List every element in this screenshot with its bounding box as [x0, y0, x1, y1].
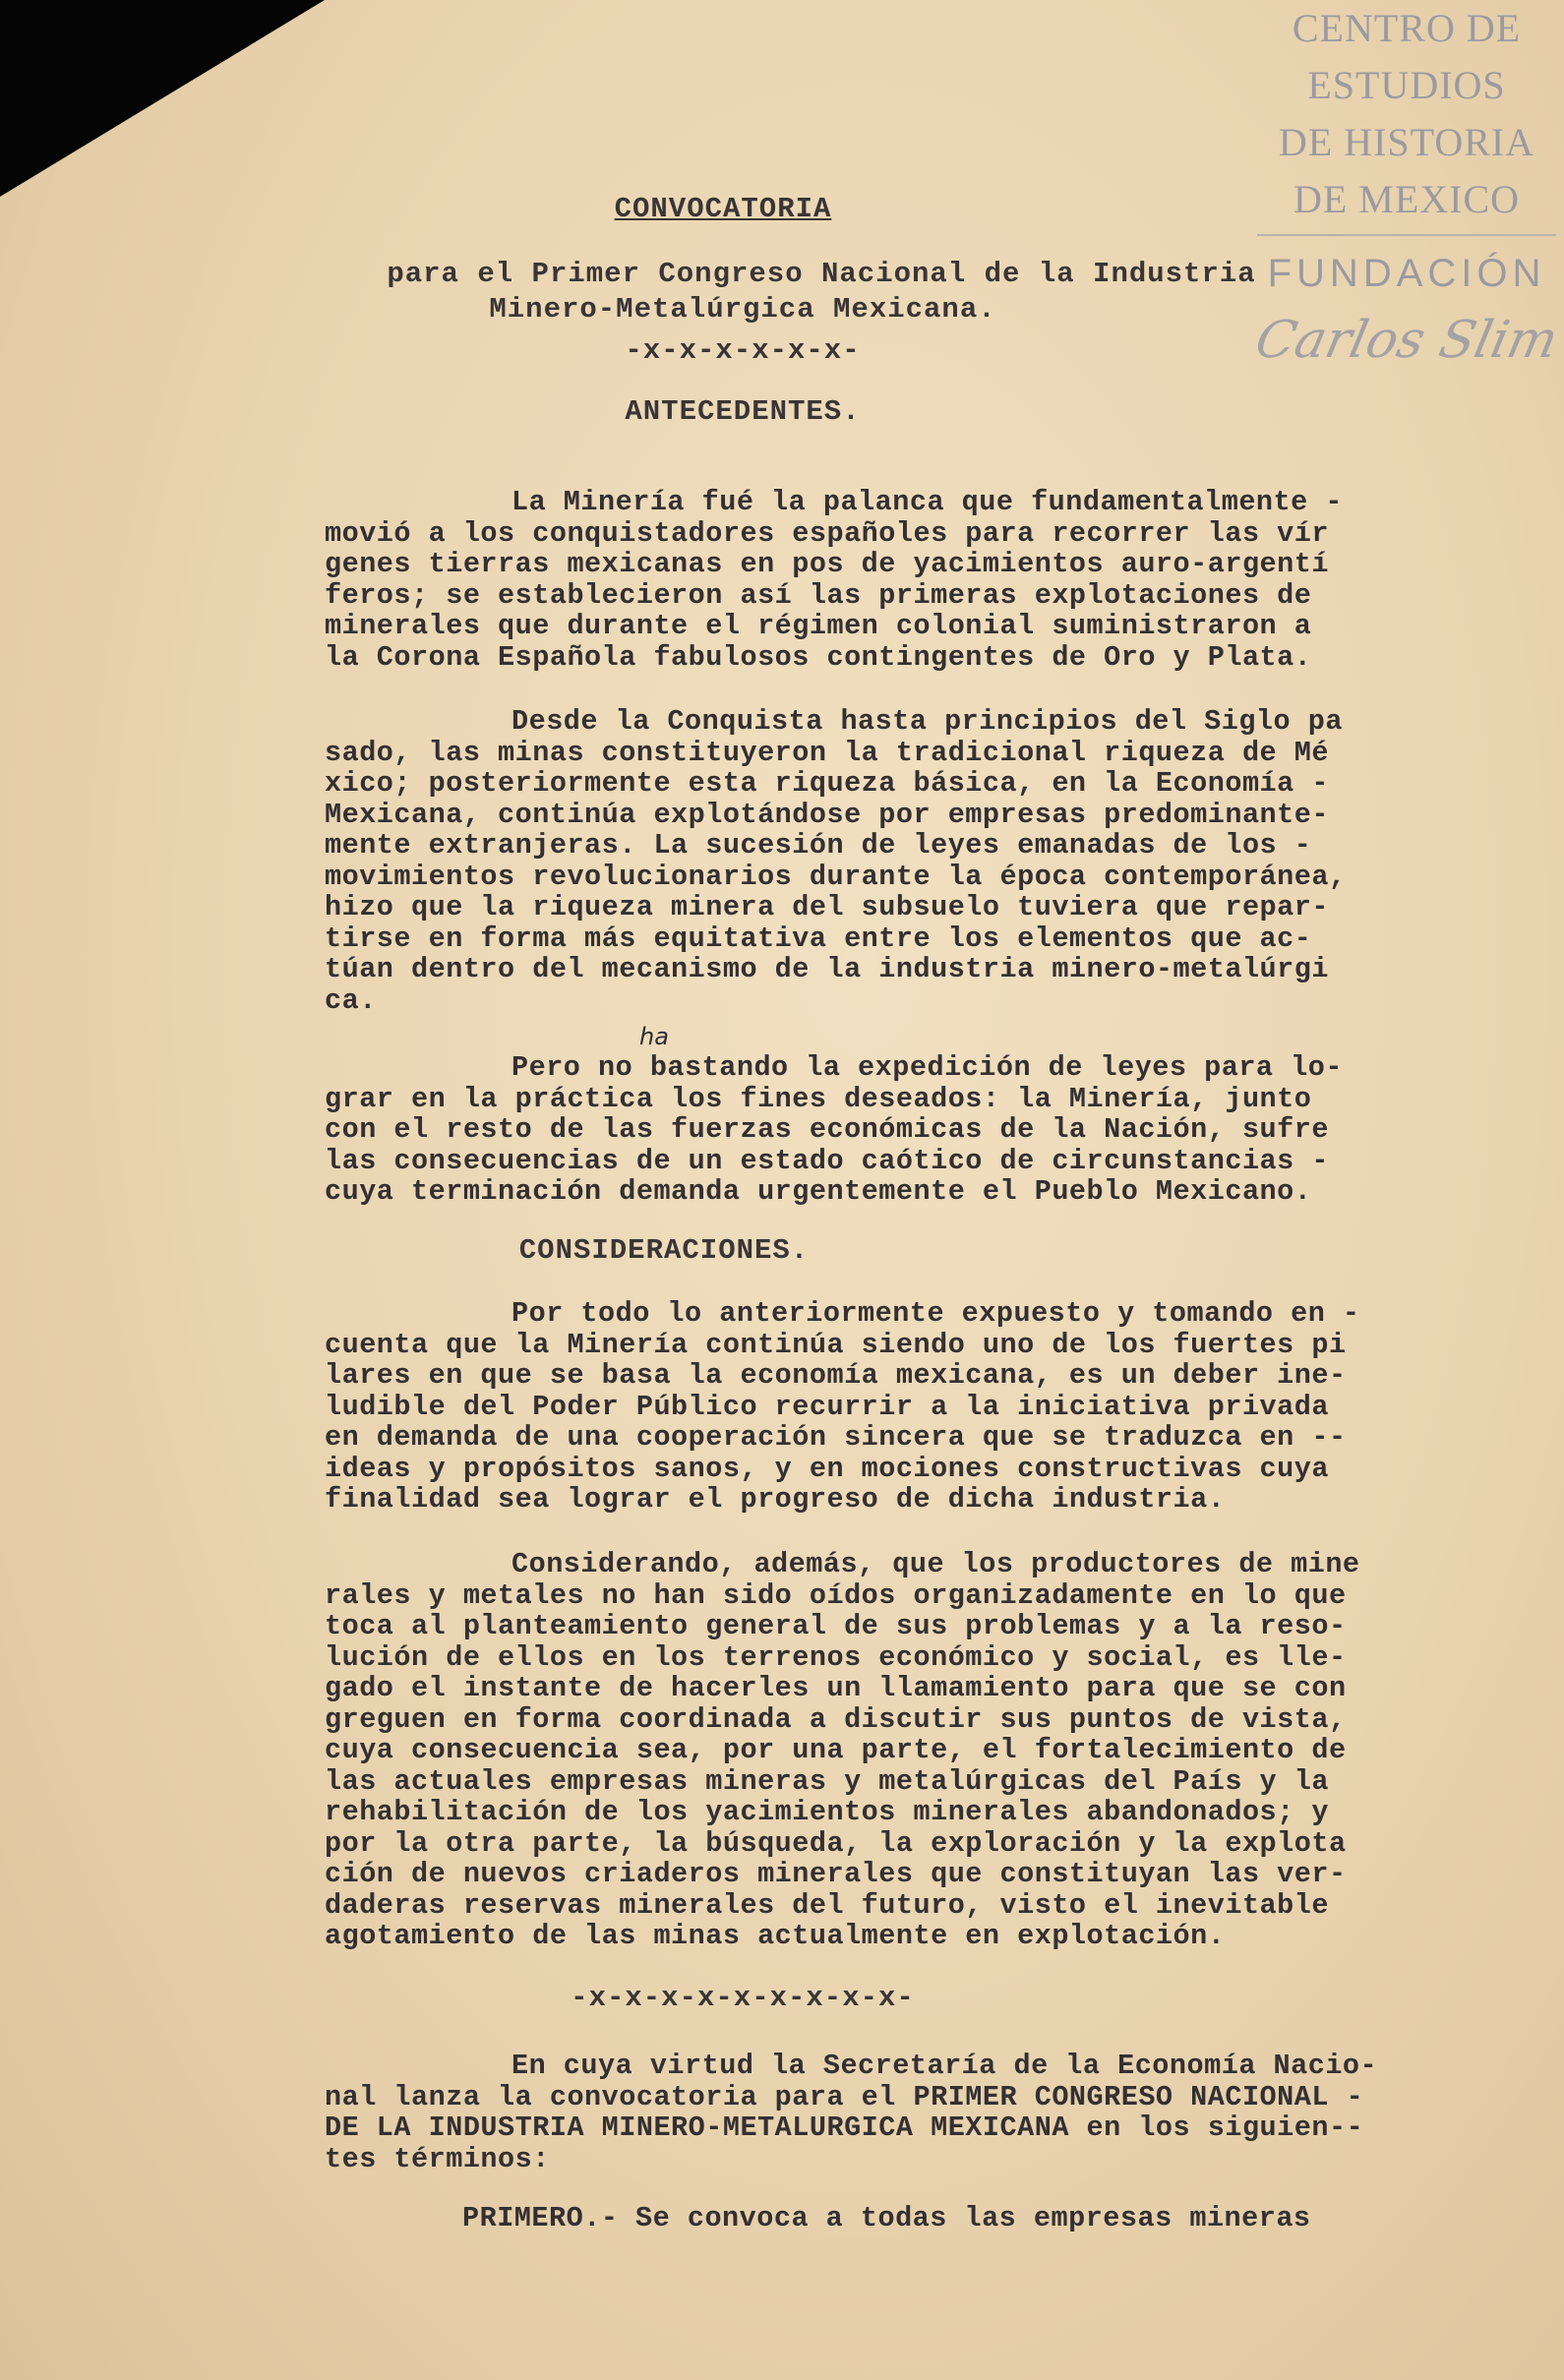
separator-1: -x-x-x-x-x-x-: [625, 334, 861, 367]
text-line: mente extranjeras. La sucesión de leyes emanadas de los -: [325, 829, 1312, 862]
subtitle-line-1: para el Primer Congreso Nacional de la Industria: [387, 258, 1256, 290]
text-line: genes tierras mexicanas en pos de yacimientos auro-argentí: [325, 548, 1329, 580]
text-line: ludible del Poder Público recurrir a la iniciativa privada: [325, 1390, 1329, 1423]
watermark-divider: [1257, 234, 1556, 236]
watermark-line-3: DE HISTORIA: [1278, 120, 1535, 164]
text-line: agotamiento de las minas actualmente en explotación.: [325, 1920, 1226, 1952]
text-line: las actuales empresas mineras y metalúrgicas del País y la: [325, 1764, 1329, 1798]
paragraph-1: [325, 487, 1407, 673]
separator-2: -x-x-x-x-x-x-x-x-x-: [571, 1982, 915, 2014]
text-line: ideas y propósitos sanos, y en mociones constructivas cuya: [325, 1452, 1329, 1485]
text-line: minerales que durante el régimen colonial suministraron a: [325, 610, 1312, 642]
text-line: en demanda de una cooperación sincera que se traduzca en --: [325, 1421, 1347, 1454]
text-line: sado, las minas constituyeron la tradicional riqueza de Mé: [325, 736, 1329, 769]
text-line: tes términos:: [325, 2142, 550, 2175]
watermark-line-2: ESTUDIOS: [1307, 63, 1506, 107]
text-line: feros; se establecieron así las primeras explotaciones de: [325, 578, 1312, 612]
text-line: ca.: [325, 983, 377, 1017]
watermark-signature: Carlos Slim: [1250, 311, 1563, 370]
text-line: hizo que la riqueza minera del subsuelo tuviera que repar-: [325, 891, 1329, 923]
paragraph-4: [325, 1298, 1407, 1516]
text-line: movimientos revolucionarios durante la época contemporánea,: [325, 860, 1347, 893]
text-line: movió a los conquistadores españoles para recorrer las vír: [325, 516, 1329, 550]
text-line: greguen en forma coordinada a discutir sus puntos de vista,: [325, 1702, 1347, 1736]
text-line: xico; posteriormente esta riqueza básica, en la Economía -: [325, 767, 1329, 800]
text-line: cuya consecuencia sea, por una parte, el fortalecimiento de: [325, 1734, 1347, 1766]
watermark-line-4: DE MEXICO: [1293, 177, 1521, 221]
dark-corner: [0, 0, 325, 197]
text-line: la Corona Española fabulosos contingentes de Oro y Plata.: [325, 640, 1312, 674]
subtitle-line-2: Minero-Metalúrgica Mexicana.: [489, 293, 996, 326]
text-line: lución de ellos en los terrenos económico y social, es lle-: [325, 1640, 1347, 1674]
text-line: Mexicana, continúa explotándose por empresas predominante-: [325, 798, 1329, 831]
heading-consideraciones: CONSIDERACIONES.: [518, 1234, 810, 1267]
text-line: gado el instante de hacerles un llamamiento para que se con: [325, 1672, 1347, 1704]
text-line: Pero no bastando la expedición de leyes para lo-: [511, 1051, 1343, 1084]
text-line: En cuya virtud la Secretaría de la Economía Nacio-: [511, 2050, 1378, 2082]
heading-antecedentes: ANTECEDENTES.: [625, 395, 861, 428]
paragraph-2: [325, 706, 1407, 1016]
text-line: lares en que se basa la economía mexicana, es un deber ine-: [325, 1359, 1347, 1392]
paragraph-6: [325, 2051, 1407, 2174]
text-line: rehabilitación de los yacimientos minerales abandonados; y: [325, 1796, 1329, 1828]
text-line: grar en la práctica los fines deseados: la Minería, junto: [325, 1082, 1312, 1115]
text-line: cuenta que la Minería continúa siendo uno de los fuertes pi: [325, 1328, 1347, 1361]
paragraph-5: [325, 1549, 1407, 1952]
text-line: tirse en forma más equitativa entre los elementos que ac-: [325, 922, 1312, 955]
text-line: túan dentro del mecanismo de la industria minero-metalúrgi: [325, 953, 1329, 985]
text-line: cuya terminación demanda urgentemente el Pueblo Mexicano.: [325, 1175, 1312, 1208]
text-line: Por todo lo anteriormente expuesto y tomando en -: [511, 1297, 1360, 1330]
text-line: Desde la Conquista hasta principios del Siglo pa: [511, 705, 1343, 738]
text-line: PRIMERO.- Se convoca a todas las empresas mineras: [462, 2202, 1311, 2234]
text-line: las consecuencias de un estado caótico de circunstancias -: [325, 1144, 1329, 1177]
watermark-foundation: FUNDACIÓN: [1267, 252, 1546, 295]
text-line: toca al planteamiento general de sus problemas y a la reso-: [325, 1610, 1347, 1642]
text-line: finalidad sea lograr el progreso de dicha industria.: [325, 1483, 1226, 1516]
watermark-line-1: CENTRO DE: [1292, 6, 1522, 50]
text-line: rales y metales no han sido oídos organizadamente en lo que: [325, 1578, 1347, 1612]
document-title: CONVOCATORIA: [614, 193, 832, 225]
text-line: por la otra parte, la búsqueda, la exploración y la explota: [325, 1826, 1347, 1860]
paragraph-3: [325, 1052, 1407, 1208]
text-line: nal lanza la convocatoria para el PRIMER CONGRESO NACIONAL -: [325, 2080, 1364, 2113]
text-line: ción de nuevos criaderos minerales que constituyan las ver-: [325, 1858, 1347, 1890]
text-line: La Minería fué la palanca que fundamentalmente -: [511, 486, 1343, 518]
text-line: con el resto de las fuerzas económicas de la Nación, sufre: [325, 1113, 1329, 1146]
text-line: DE LA INDUSTRIA MINERO-METALURGICA MEXICANA en los siguien--: [325, 2112, 1364, 2144]
text-line: daderas reservas minerales del futuro, visto el inevitable: [325, 1888, 1329, 1922]
handwritten-annotation: ha: [639, 1023, 669, 1050]
paragraph-7: [325, 2203, 1407, 2234]
text-line: Considerando, además, que los productores de mine: [511, 1548, 1360, 1580]
